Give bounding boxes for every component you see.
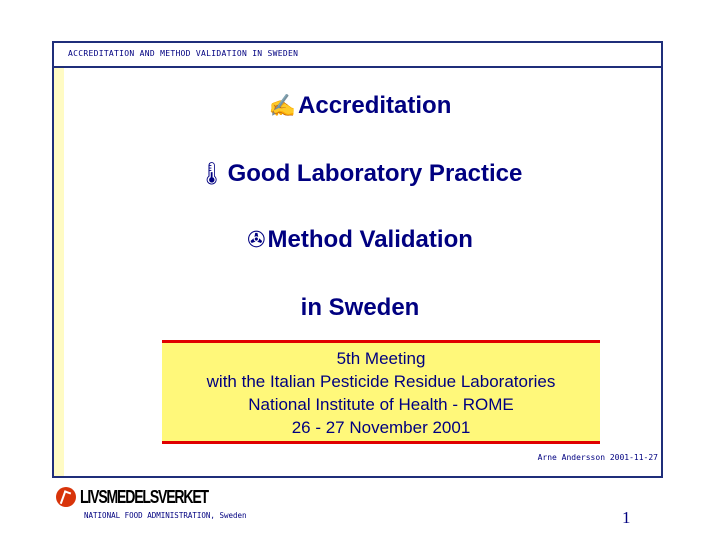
meeting-info-box: [162, 340, 600, 444]
accreditation-text: Accreditation: [298, 92, 452, 119]
method-validation-text: Method Validation: [267, 226, 473, 253]
logo-mark-icon: [56, 487, 76, 507]
logo-wordmark: LIVSMEDELSVERKET: [80, 487, 208, 507]
notebook-icon: ✇: [247, 227, 266, 252]
meeting-title: 5th Meeting: [336, 349, 426, 368]
slide-header: [54, 43, 661, 68]
thermometer-icon: 🌡: [197, 161, 226, 186]
in-sweden-line: [0, 294, 720, 322]
meeting-dates: 26 - 27 November 2001: [291, 418, 471, 437]
meeting-with: with the Italian Pesticide Residue Laboratories: [206, 372, 556, 391]
page-number: 1: [622, 508, 631, 527]
author-date: Arne Andersson 2001-11-27: [537, 453, 658, 462]
method-validation-line: [0, 226, 720, 254]
in-sweden-text: in Sweden: [300, 294, 420, 321]
header-title: ACCREDITATION AND METHOD VALIDATION IN SWEDEN: [68, 49, 299, 58]
accreditation-line: [0, 92, 720, 120]
writing-hand-icon: ✍: [268, 93, 297, 118]
meeting-venue: National Institute of Health - ROME: [248, 395, 514, 414]
agency-name: NATIONAL FOOD ADMINISTRATION, Sweden: [84, 511, 247, 520]
glp-text: Good Laboratory Practice: [227, 160, 523, 187]
agency-logo: [52, 485, 208, 511]
glp-line: [0, 160, 720, 188]
